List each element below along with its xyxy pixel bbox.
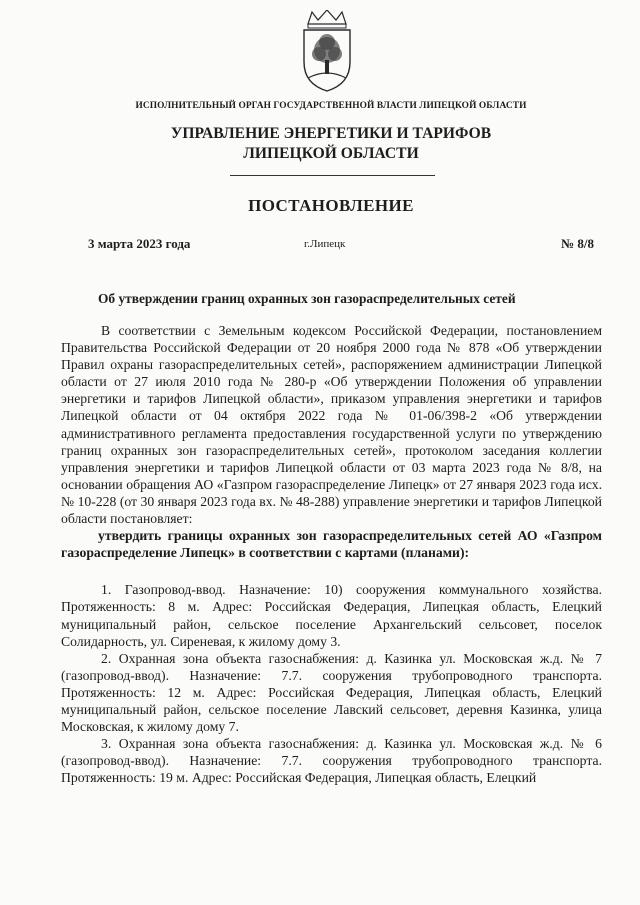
department-title [0, 124, 640, 164]
list-item: 3. Охранная зона объекта газоснабжения: д. Казинка ул. Московская ж.д. № 6 (газопровод-ввод). Назначение: 7.7. сооружения трубопроводного транспорта. Протяженность: 19 м. Адрес: Российская Федерация, Липецкая область, Елецкий [61, 736, 602, 786]
document-subject: Об утверждении границ охранных зон газораспределительных сетей [98, 291, 516, 306]
department-title-line1: УПРАВЛЕНИЕ ЭНЕРГЕТИКИ И ТАРИФОВ [170, 125, 492, 142]
list-item: 1. Газопровод-ввод. Назначение: 10) сооружения коммунального хозяйства. Протяженность: 8 м. Адрес: Российская Федерация, Липецкая область, Елецкий муниципальный район, сельское поселение Архангельский сельсовет, поселок Солидарность, ул. Сиреневая, к жилому дому 3. [61, 582, 602, 649]
decree-paragraph: утвердить границы охранных зон газораспределительных сетей АО «Газпром газораспределение Липецк» в соответствии с картами (планами): [61, 528, 602, 561]
org-title: ИСПОЛНИТЕЛЬНЫЙ ОРГАН ГОСУДАРСТВЕННОЙ ВЛАСТИ ЛИПЕЦКОЙ ОБЛАСТИ [135, 101, 527, 111]
coat-of-arms-icon [298, 10, 356, 92]
document-number: № 8/8 [561, 236, 594, 251]
department-title-line2: ЛИПЕЦКОЙ ОБЛАСТИ [243, 145, 419, 162]
list-item: 2. Охранная зона объекта газоснабжения: д. Казинка ул. Московская ж.д. № 7 (газопровод-ввод). Назначение: 7.7. сооружения трубопроводного транспорта. Протяженность: 12 м. Адрес: Российская Федерация, Липецкая область, Елецкий муниципальный район, сельское поселение Лавский сельсовет, деревня Казинка, улица Московская, к жилому дому 7. [61, 650, 602, 735]
document-date: 3 марта 2023 года [88, 236, 191, 251]
document-city: г.Липецк [304, 238, 346, 250]
preamble-paragraph: В соответствии с Земельным кодексом Российской Федерации, постановлением Правительства Российской Федерации от 20 ноября 2000 года № 878 «Об утверждении Правил охраны газораспределительных сетей», распоряжением администрации Липецкой области от 27 июля 2010 года № 280-р «Об утверждении Положения об управлении энергетики и тарифов Липецкой области», приказом управления энергетики и тарифов Липецкой области от 04 октября 2022 года № 01-06/398-2 «Об утверждении административного регламента предоставления государственной услуги по утверждению границ охранных зон газораспределительных сетей», протоколом заседания коллегии управления энергетики и тарифов Липецкой области от 03 марта 2023 года № 8/8, на основании обращения АО «Газпром газораспределение Липецк» от 27 января 2023 года исх. № 10-228 (от 30 января 2023 года вх. № 48-288) управление энергетики и тарифов Липецкой области постановляет: [61, 323, 602, 527]
document-type: ПОСТАНОВЛЕНИЕ [248, 196, 414, 215]
document-body [61, 322, 602, 786]
header-divider [230, 175, 435, 176]
